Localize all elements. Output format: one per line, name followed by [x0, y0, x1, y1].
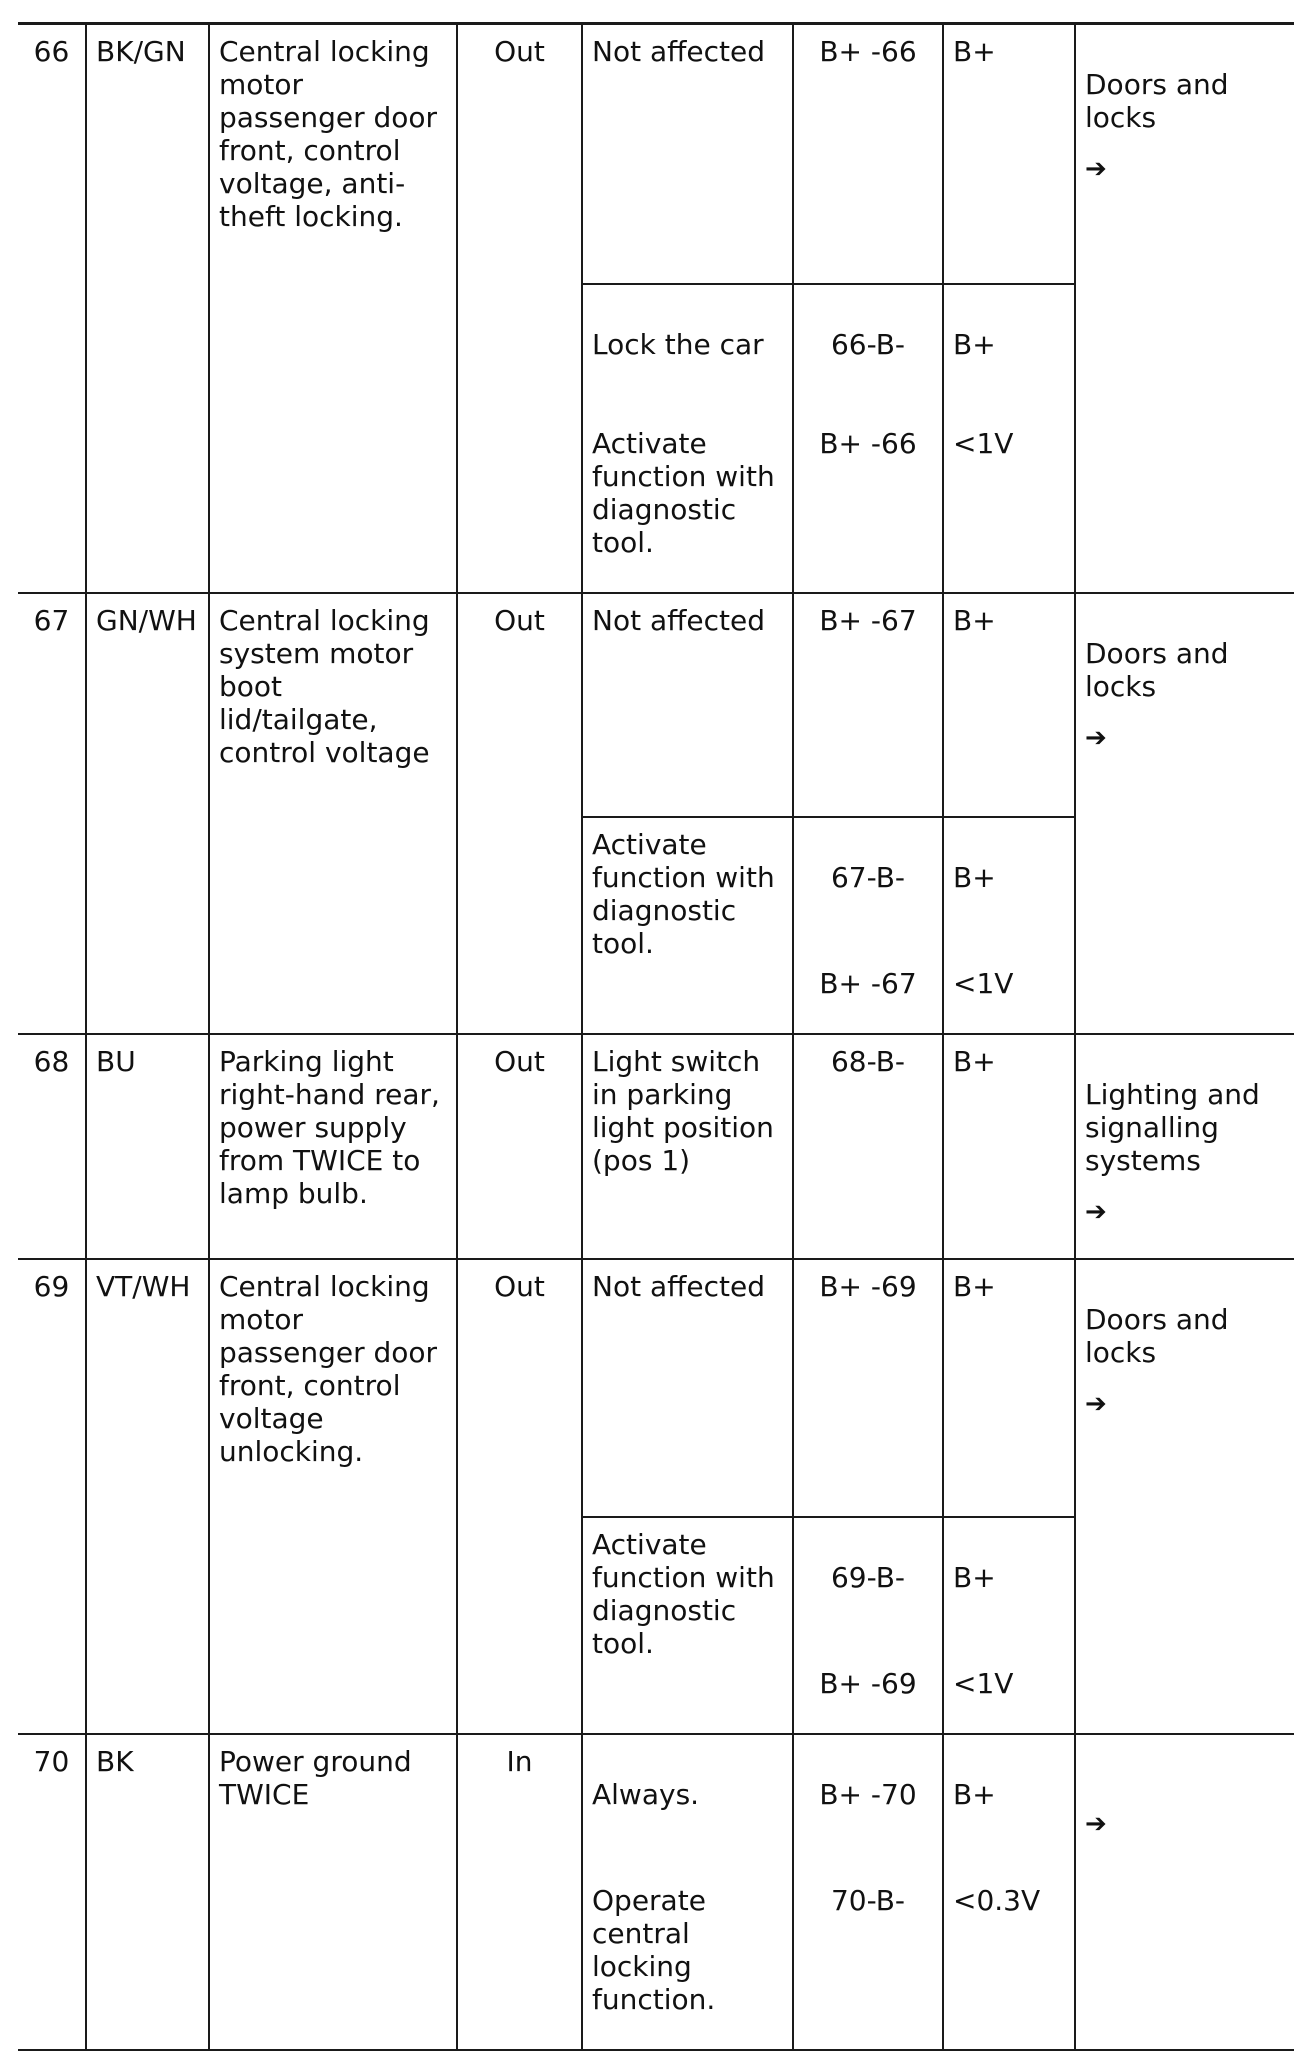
right-arrow-icon[interactable]: ➔: [1085, 722, 1107, 753]
signal-direction: Out: [494, 35, 545, 68]
expected-value: B+: [953, 1044, 996, 1078]
pin-description: Central locking motor passenger door front, control voltage, anti-theft locking.: [219, 35, 438, 233]
expected-value: B+ <1V: [953, 860, 1014, 1000]
expected-value: B+ <0.3V: [953, 1777, 1041, 1917]
measure-points: B+ -66: [819, 35, 917, 68]
pin-description: Parking light right-hand rear, power supply from TWICE to lamp bulb.: [219, 1044, 440, 1210]
section-link-label: Doors and locks: [1085, 68, 1229, 134]
test-condition: Always. Operate central locking function.: [592, 1777, 716, 2016]
right-arrow-icon[interactable]: ➔: [1085, 1808, 1107, 1839]
pin-number: 70: [33, 1744, 70, 1778]
right-arrow-icon[interactable]: ➔: [1085, 1196, 1107, 1227]
measure-points: 69-B- B+ -69: [819, 1560, 917, 1700]
measure-points: B+ -70 70-B-: [819, 1777, 917, 1917]
test-condition: Light switch in parking light position (pos 1): [592, 1044, 774, 1177]
measure-points: B+ -67: [819, 603, 917, 637]
pin-number: 69: [33, 1269, 70, 1303]
section-link-label: Doors and locks: [1085, 1302, 1229, 1369]
right-arrow-icon[interactable]: ➔: [1085, 1388, 1107, 1419]
wire-color: GN/WH: [96, 603, 197, 637]
pin-number: 67: [33, 603, 70, 637]
signal-direction: Out: [494, 1269, 545, 1303]
expected-value: B+: [953, 1269, 996, 1303]
pin-number: 66: [33, 35, 70, 68]
table-row: [18, 24, 1294, 284]
table-row: [18, 1734, 1294, 2050]
section-reference: [1076, 594, 1294, 784]
signal-direction: In: [506, 1744, 533, 1778]
table-row: [18, 593, 1294, 817]
measure-points: B+ -69: [819, 1269, 917, 1303]
test-condition: Activate function with diagnostic tool.: [592, 827, 775, 960]
expected-value: B+: [953, 603, 996, 637]
pin-assignment-table: [18, 22, 1294, 2051]
test-condition: Lock the car Activate function with diagnostic tool.: [592, 327, 775, 559]
measure-points: 68-B-: [830, 1044, 906, 1078]
section-reference: [1076, 25, 1294, 215]
section-reference: [1076, 1260, 1294, 1450]
section-reference: [1076, 1035, 1294, 1258]
wire-color: BK: [96, 1744, 134, 1778]
table-row: [18, 1034, 1294, 1259]
test-condition: Activate function with diagnostic tool.: [592, 1527, 775, 1660]
signal-direction: Out: [494, 1044, 545, 1078]
pin-description: Central locking system motor boot lid/tailgate, control voltage: [219, 603, 430, 769]
section-reference: [1076, 1735, 1294, 1870]
expected-value: B+ <1V: [953, 327, 1014, 460]
measure-points: 67-B- B+ -67: [819, 860, 917, 1000]
measure-points: 66-B- B+ -66: [819, 327, 917, 460]
pin-number: 68: [33, 1044, 70, 1078]
wire-color: BK/GN: [96, 35, 186, 68]
test-condition: Not affected: [592, 35, 766, 68]
pin-description: Power ground TWICE: [219, 1744, 412, 1811]
signal-direction: Out: [494, 603, 545, 637]
right-arrow-icon[interactable]: ➔: [1085, 154, 1107, 184]
pin-description: Central locking motor passenger door front, control voltage unlocking.: [219, 1269, 438, 1468]
expected-value: B+ <1V: [953, 1560, 1014, 1700]
test-condition: Not affected: [592, 1269, 766, 1303]
section-link-label: Doors and locks: [1085, 636, 1229, 703]
wire-color: BU: [96, 1044, 136, 1078]
section-link-label: Lighting and signalling systems: [1085, 1077, 1260, 1177]
test-condition: Not affected: [592, 603, 766, 637]
table-row: [18, 1259, 1294, 1517]
expected-value: B+: [953, 35, 996, 68]
wire-color: VT/WH: [96, 1269, 191, 1303]
